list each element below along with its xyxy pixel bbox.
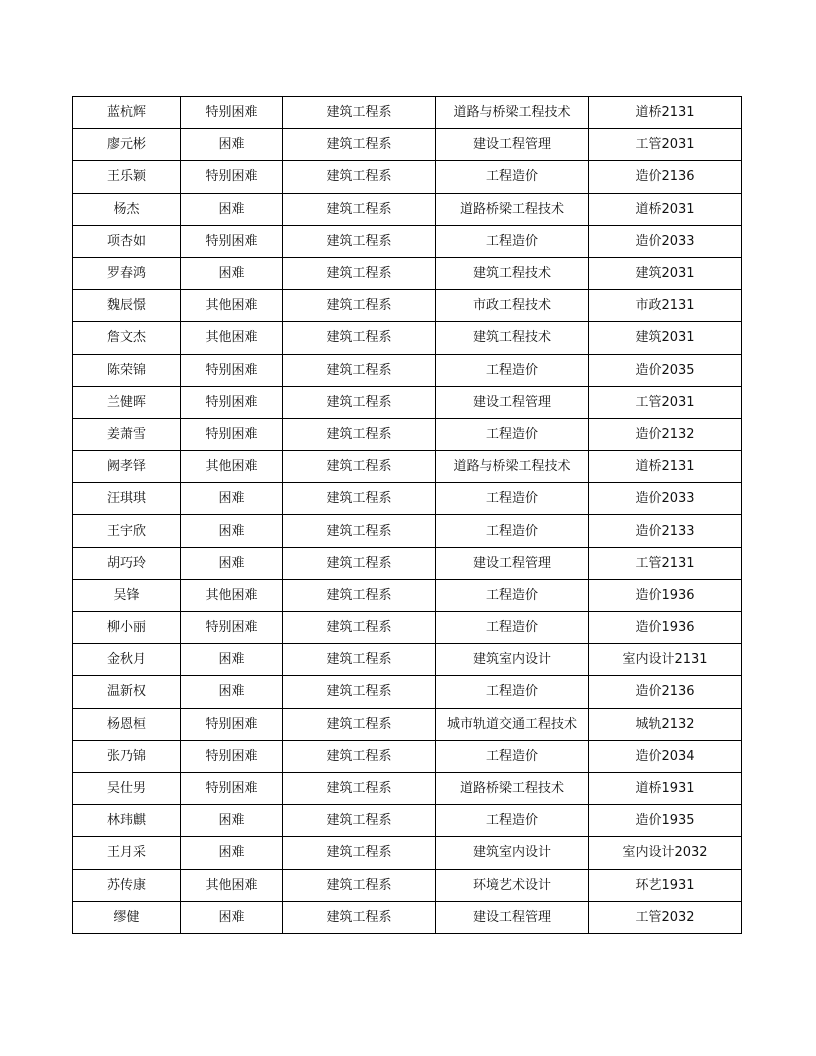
difficulty-level-cell: 困难 <box>181 257 283 289</box>
class-cell: 工管2131 <box>589 547 742 579</box>
department-cell: 建筑工程系 <box>283 97 436 129</box>
student-name-cell: 阙孝铎 <box>73 451 181 483</box>
class-cell: 造价2034 <box>589 740 742 772</box>
student-name-cell: 王月采 <box>73 837 181 869</box>
table-row <box>73 901 742 933</box>
table-row <box>73 644 742 676</box>
student-name-cell: 吴锋 <box>73 579 181 611</box>
department-cell: 建筑工程系 <box>283 772 436 804</box>
table-row <box>73 290 742 322</box>
major-cell: 工程造价 <box>436 740 589 772</box>
difficulty-level-cell: 其他困难 <box>181 579 283 611</box>
major-cell: 建设工程管理 <box>436 386 589 418</box>
table-row <box>73 161 742 193</box>
table-row <box>73 225 742 257</box>
major-cell: 建设工程管理 <box>436 129 589 161</box>
department-cell: 建筑工程系 <box>283 322 436 354</box>
student-name-cell: 温新权 <box>73 676 181 708</box>
major-cell: 建筑工程技术 <box>436 257 589 289</box>
table-row <box>73 322 742 354</box>
difficulty-level-cell: 困难 <box>181 129 283 161</box>
student-name-cell: 张乃锦 <box>73 740 181 772</box>
class-cell: 市政2131 <box>589 290 742 322</box>
difficulty-level-cell: 特别困难 <box>181 740 283 772</box>
class-cell: 工管2031 <box>589 129 742 161</box>
table-row <box>73 354 742 386</box>
table-row <box>73 418 742 450</box>
difficulty-level-cell: 困难 <box>181 644 283 676</box>
difficulty-level-cell: 特别困难 <box>181 772 283 804</box>
table-row <box>73 708 742 740</box>
class-cell: 环艺1931 <box>589 869 742 901</box>
student-name-cell: 汪琪琪 <box>73 483 181 515</box>
department-cell: 建筑工程系 <box>283 129 436 161</box>
department-cell: 建筑工程系 <box>283 676 436 708</box>
difficulty-level-cell: 特别困难 <box>181 708 283 740</box>
student-name-cell: 缪健 <box>73 901 181 933</box>
table-row <box>73 515 742 547</box>
difficulty-level-cell: 困难 <box>181 515 283 547</box>
student-name-cell: 王宇欣 <box>73 515 181 547</box>
class-cell: 工管2032 <box>589 901 742 933</box>
major-cell: 工程造价 <box>436 515 589 547</box>
department-cell: 建筑工程系 <box>283 483 436 515</box>
student-name-cell: 杨恩桓 <box>73 708 181 740</box>
difficulty-level-cell: 特别困难 <box>181 354 283 386</box>
table-row <box>73 129 742 161</box>
table-row <box>73 772 742 804</box>
department-cell: 建筑工程系 <box>283 451 436 483</box>
class-cell: 道桥2131 <box>589 97 742 129</box>
department-cell: 建筑工程系 <box>283 869 436 901</box>
student-name-cell: 项杏如 <box>73 225 181 257</box>
table-row <box>73 837 742 869</box>
student-table-body <box>73 97 742 934</box>
difficulty-level-cell: 特别困难 <box>181 386 283 418</box>
major-cell: 道路与桥梁工程技术 <box>436 97 589 129</box>
student-table <box>72 96 742 934</box>
major-cell: 道路桥梁工程技术 <box>436 193 589 225</box>
department-cell: 建筑工程系 <box>283 837 436 869</box>
department-cell: 建筑工程系 <box>283 515 436 547</box>
table-row <box>73 257 742 289</box>
student-name-cell: 詹文杰 <box>73 322 181 354</box>
major-cell: 建筑室内设计 <box>436 837 589 869</box>
major-cell: 工程造价 <box>436 676 589 708</box>
department-cell: 建筑工程系 <box>283 901 436 933</box>
major-cell: 建设工程管理 <box>436 901 589 933</box>
major-cell: 道路与桥梁工程技术 <box>436 451 589 483</box>
student-name-cell: 廖元彬 <box>73 129 181 161</box>
student-name-cell: 王乐颖 <box>73 161 181 193</box>
difficulty-level-cell: 特别困难 <box>181 418 283 450</box>
major-cell: 工程造价 <box>436 225 589 257</box>
class-cell: 造价2133 <box>589 515 742 547</box>
department-cell: 建筑工程系 <box>283 354 436 386</box>
class-cell: 造价1936 <box>589 612 742 644</box>
class-cell: 造价2033 <box>589 483 742 515</box>
student-name-cell: 姜萧雪 <box>73 418 181 450</box>
department-cell: 建筑工程系 <box>283 805 436 837</box>
student-name-cell: 柳小丽 <box>73 612 181 644</box>
table-row <box>73 869 742 901</box>
department-cell: 建筑工程系 <box>283 740 436 772</box>
department-cell: 建筑工程系 <box>283 579 436 611</box>
table-row <box>73 547 742 579</box>
table-row <box>73 97 742 129</box>
major-cell: 市政工程技术 <box>436 290 589 322</box>
major-cell: 工程造价 <box>436 612 589 644</box>
table-row <box>73 386 742 418</box>
major-cell: 建筑室内设计 <box>436 644 589 676</box>
class-cell: 建筑2031 <box>589 257 742 289</box>
department-cell: 建筑工程系 <box>283 644 436 676</box>
difficulty-level-cell: 困难 <box>181 676 283 708</box>
department-cell: 建筑工程系 <box>283 708 436 740</box>
student-name-cell: 陈荣锦 <box>73 354 181 386</box>
difficulty-level-cell: 其他困难 <box>181 322 283 354</box>
department-cell: 建筑工程系 <box>283 225 436 257</box>
table-row <box>73 579 742 611</box>
class-cell: 道桥2031 <box>589 193 742 225</box>
department-cell: 建筑工程系 <box>283 193 436 225</box>
major-cell: 建设工程管理 <box>436 547 589 579</box>
student-name-cell: 魏辰憬 <box>73 290 181 322</box>
student-name-cell: 胡巧玲 <box>73 547 181 579</box>
class-cell: 造价2136 <box>589 161 742 193</box>
major-cell: 道路桥梁工程技术 <box>436 772 589 804</box>
class-cell: 造价2033 <box>589 225 742 257</box>
difficulty-level-cell: 特别困难 <box>181 225 283 257</box>
difficulty-level-cell: 特别困难 <box>181 612 283 644</box>
difficulty-level-cell: 困难 <box>181 837 283 869</box>
class-cell: 造价1936 <box>589 579 742 611</box>
major-cell: 工程造价 <box>436 354 589 386</box>
major-cell: 建筑工程技术 <box>436 322 589 354</box>
difficulty-level-cell: 其他困难 <box>181 290 283 322</box>
difficulty-level-cell: 特别困难 <box>181 161 283 193</box>
student-name-cell: 罗春鸿 <box>73 257 181 289</box>
major-cell: 工程造价 <box>436 161 589 193</box>
difficulty-level-cell: 困难 <box>181 901 283 933</box>
table-row <box>73 193 742 225</box>
department-cell: 建筑工程系 <box>283 290 436 322</box>
major-cell: 环境艺术设计 <box>436 869 589 901</box>
class-cell: 室内设计2131 <box>589 644 742 676</box>
class-cell: 城轨2132 <box>589 708 742 740</box>
department-cell: 建筑工程系 <box>283 418 436 450</box>
difficulty-level-cell: 特别困难 <box>181 97 283 129</box>
class-cell: 道桥1931 <box>589 772 742 804</box>
difficulty-level-cell: 困难 <box>181 483 283 515</box>
class-cell: 建筑2031 <box>589 322 742 354</box>
table-row <box>73 740 742 772</box>
department-cell: 建筑工程系 <box>283 386 436 418</box>
department-cell: 建筑工程系 <box>283 612 436 644</box>
student-name-cell: 杨杰 <box>73 193 181 225</box>
class-cell: 工管2031 <box>589 386 742 418</box>
table-row <box>73 805 742 837</box>
difficulty-level-cell: 其他困难 <box>181 869 283 901</box>
student-name-cell: 金秋月 <box>73 644 181 676</box>
major-cell: 工程造价 <box>436 418 589 450</box>
difficulty-level-cell: 困难 <box>181 193 283 225</box>
student-name-cell: 蓝杭辉 <box>73 97 181 129</box>
table-row <box>73 676 742 708</box>
class-cell: 造价2035 <box>589 354 742 386</box>
class-cell: 造价2132 <box>589 418 742 450</box>
difficulty-level-cell: 困难 <box>181 805 283 837</box>
table-row <box>73 612 742 644</box>
table-row <box>73 451 742 483</box>
class-cell: 道桥2131 <box>589 451 742 483</box>
student-name-cell: 兰健晖 <box>73 386 181 418</box>
class-cell: 造价1935 <box>589 805 742 837</box>
student-name-cell: 吴仕男 <box>73 772 181 804</box>
difficulty-level-cell: 困难 <box>181 547 283 579</box>
major-cell: 城市轨道交通工程技术 <box>436 708 589 740</box>
class-cell: 造价2136 <box>589 676 742 708</box>
department-cell: 建筑工程系 <box>283 257 436 289</box>
difficulty-level-cell: 其他困难 <box>181 451 283 483</box>
class-cell: 室内设计2032 <box>589 837 742 869</box>
department-cell: 建筑工程系 <box>283 161 436 193</box>
table-row <box>73 483 742 515</box>
student-name-cell: 苏传康 <box>73 869 181 901</box>
department-cell: 建筑工程系 <box>283 547 436 579</box>
major-cell: 工程造价 <box>436 579 589 611</box>
major-cell: 工程造价 <box>436 483 589 515</box>
major-cell: 工程造价 <box>436 805 589 837</box>
student-name-cell: 林玮麒 <box>73 805 181 837</box>
